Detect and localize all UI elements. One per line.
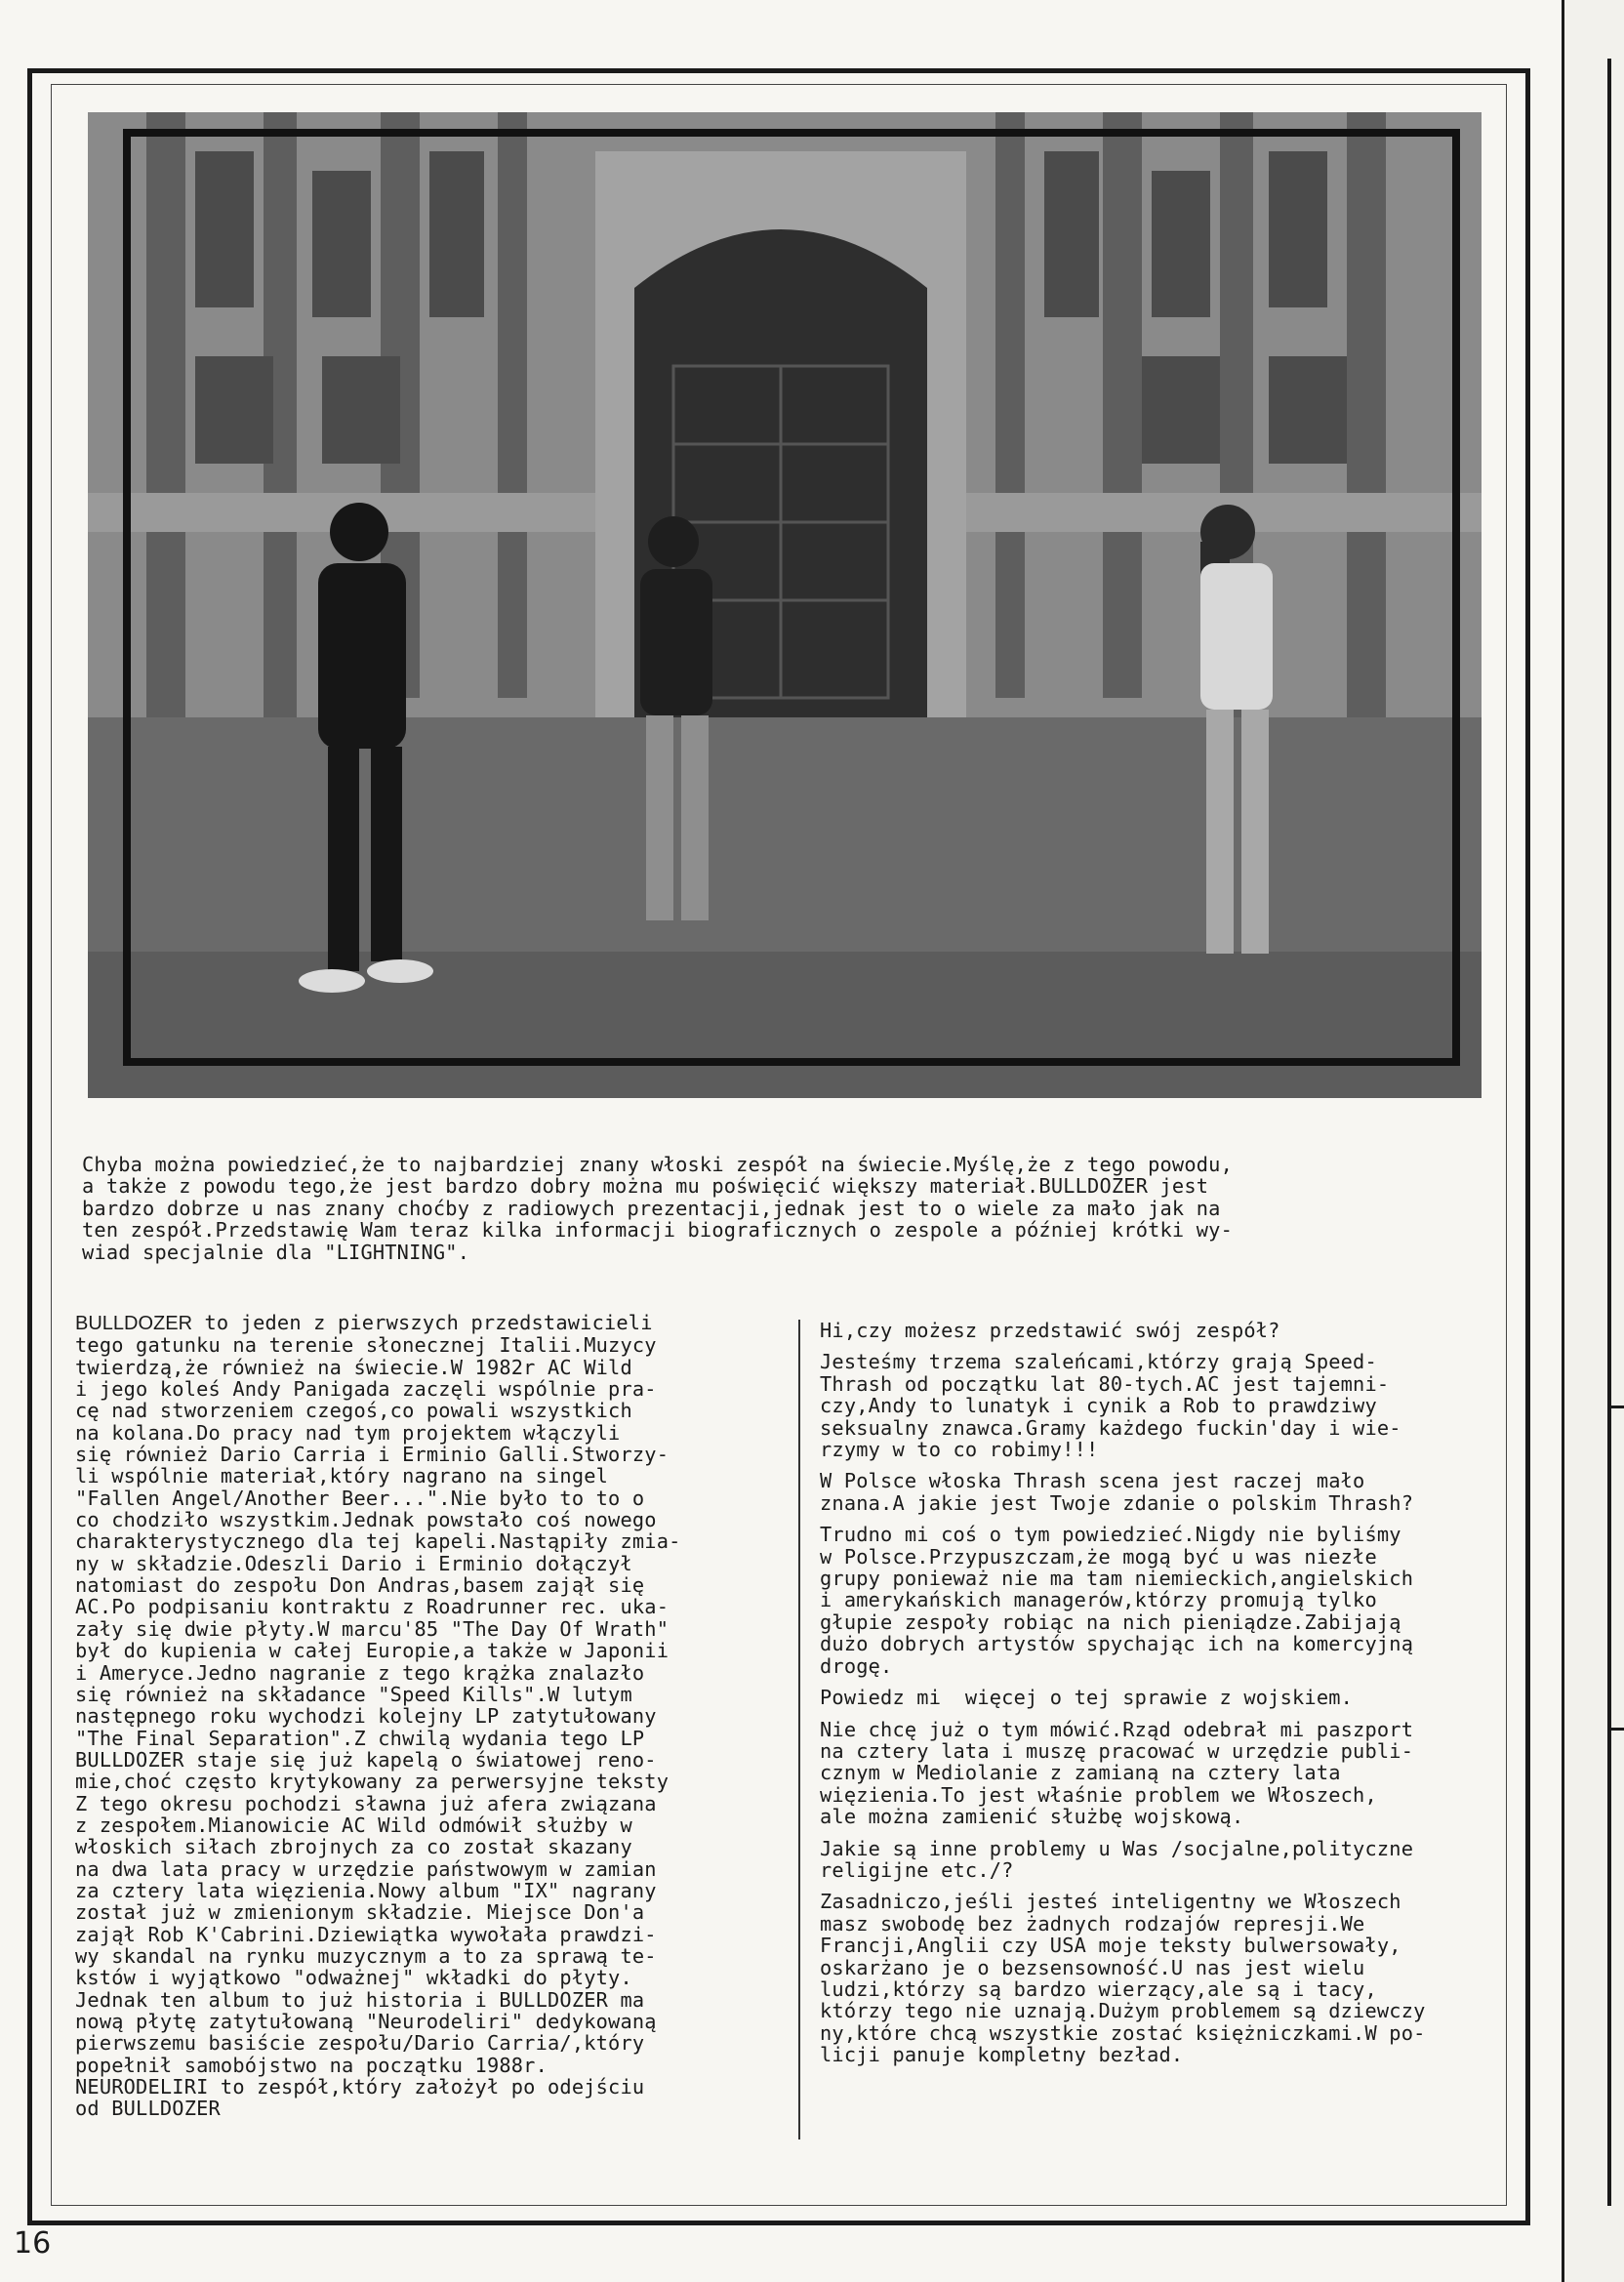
- interview-answer: Zasadniczo,jeśli jesteś inteligentny we Włoszech masz swobodę bez żadnych rodzajów represji.We Francji,Anglii czy USA moje teksty bulwersowały, oskarżano je o bezsensowność.U nas jest wielu ludzi,którzy są bardzo wierzący,ale są i tacy, którzy tego nie uznają.Dużym problemem są dziewczy ny,które chcą wszystkie zostać księżniczkami.W po- licji panuje kompletny bezład.: [820, 1890, 1426, 2067]
- adjacent-page-edge: [1562, 0, 1624, 2282]
- interview-answer: Trudno mi coś o tym powiedzieć.Nigdy nie byliśmy w Polsce.Przypuszczam,że mogą być u was niezłe grupy ponieważ nie ma tam niemieckich,angielskich i amerykańskich managerów,którzy promują tylko głupie zespoły robiąc na nich pieniądze.Zabijają dużo dobrych artystów spychając ich na komercyjną drogę.: [820, 1523, 1414, 1678]
- interview-question: Jakie są inne problemy u Was /socjalne,polityczne religijne etc./?: [820, 1836, 1414, 1882]
- interview-question: Powiedz mi więcej o tej sprawie z wojskiem.: [820, 1686, 1354, 1710]
- interview-answer: Nie chcę już o tym mówić.Rząd odebrał mi paszport na cztery lata i muszę pracować w urzędzie publi- cznym w Mediolanie z zamianą na cztery lata więzienia.To jest właśnie problem we Włoszech, ale można zamienić służbę wojskową.: [820, 1717, 1414, 1829]
- intro-paragraph: Chyba można powiedzieć,że to najbardziej znany włoski zespół na świecie.Myślę,że z tego powodu, a także z powodu tego,że jest bardzo dobry można mu poświęcić większy materiał.BULLDOZER jest bardzo dobrze u nas znany choćby z radiowych prezentacji,jednak jest to o wiele za mało jak na ten zespół.Przedstawię Wam teraz kilka informacji biograficznych o zespole a później krótki wy- wiad specjalnie dla "LIGHTNING".: [82, 1153, 1233, 1264]
- column-divider: [798, 1320, 800, 2139]
- interview-column: [820, 1320, 1522, 2076]
- interview-question: W Polsce włoska Thrash scena jest raczej mało znana.A jakie jest Twoje zdanie o polskim Thrash?: [820, 1469, 1414, 1515]
- biography-text: to jeden z pierwszych przedstawicieli tego gatunku na terenie słonecznej Italii.Muzycy twierdzą,że również na świecie.W 1982r AC Wild i jego koleś Andy Panigada zaczęli wspólnie pra- cę nad stworzeniem czegoś,co powali wszystkich na kolana.Do pracy nad tym projektem włączyli się również Dario Carria i Erminio Galli.Stworzy- li wspólnie materiał,który nagrano na singel "Fallen Angel/Another Beer...".Nie było to to o co chodziło wszystkim.Jednak powstało coś nowego charakterystycznego dla tej kapeli.Nastąpiły zmia- ny w składzie.Odeszli Dario i Erminio dołączył natomiast do zespołu Don Andras,basem zajął się AC.Po podpisaniu kontraktu z Roadrunner rec. uka- zały się dwie płyty.W marcu'85 "The Day Of Wrath" był do kupienia w całej Europie,a także w Japonii i Ameryce.Jedno nagranie z tego krążka znalazło się również na składance "Speed Kills".W lutym następnego roku wychodzi kolejny LP zatytułowany "The Final Separation".Z chwilą wydania tego LP BULLDOZER staje się już kapelą o światowej reno- mie,choć często krytykowany za perwersyjne teksty Z tego okresu pochodzi sławna już afera związana z zespołem.Mianowicie AC Wild odmówił służby w włoskich siłach zbrojnych za co został skazany na dwa lata pracy w urzędzie państwowym w zamian za cztery lata więzienia.Nowy album "IX" nagrany został już w zmienionym składzie. Miejsce Don'a zajął Rob K'Cabrini.Dziewiątka wywołała prawdzi- wy skandal na rynku muzycznym a to za sprawą te- kstów i wyjątkowo "odważnej" wkładki do płyty. Jednak ten album to już historia i BULLDOZER ma nową płytę zatytułowaną "Neurodeliri" dedykowaną pierwszemu basiście zespołu/Dario Carria/,który popełnił samobójstwo na początku 1988r. NEURODELIRI to zespół,który założył po odejściu od BULLDOZER: [75, 1311, 681, 2121]
- interview-question: Hi,czy możesz przedstawić swój zespół?: [820, 1319, 1280, 1342]
- band-photo: [88, 112, 1482, 1098]
- biography-lead-word: BULLDOZER: [75, 1313, 193, 1334]
- page-number: 16: [14, 2226, 52, 2261]
- interview-answer: Jesteśmy trzema szaleńcami,którzy grają Speed- Thrash od początku lat 80-tych.AC jest tajemni- czy,Andy to lunatyk i cynik a Rob to prawdziwy seksualny znawca.Gramy każdego fuckin'day i wie- rzymy w to co robimy!!!: [820, 1350, 1401, 1462]
- biography-column: [75, 1312, 797, 2120]
